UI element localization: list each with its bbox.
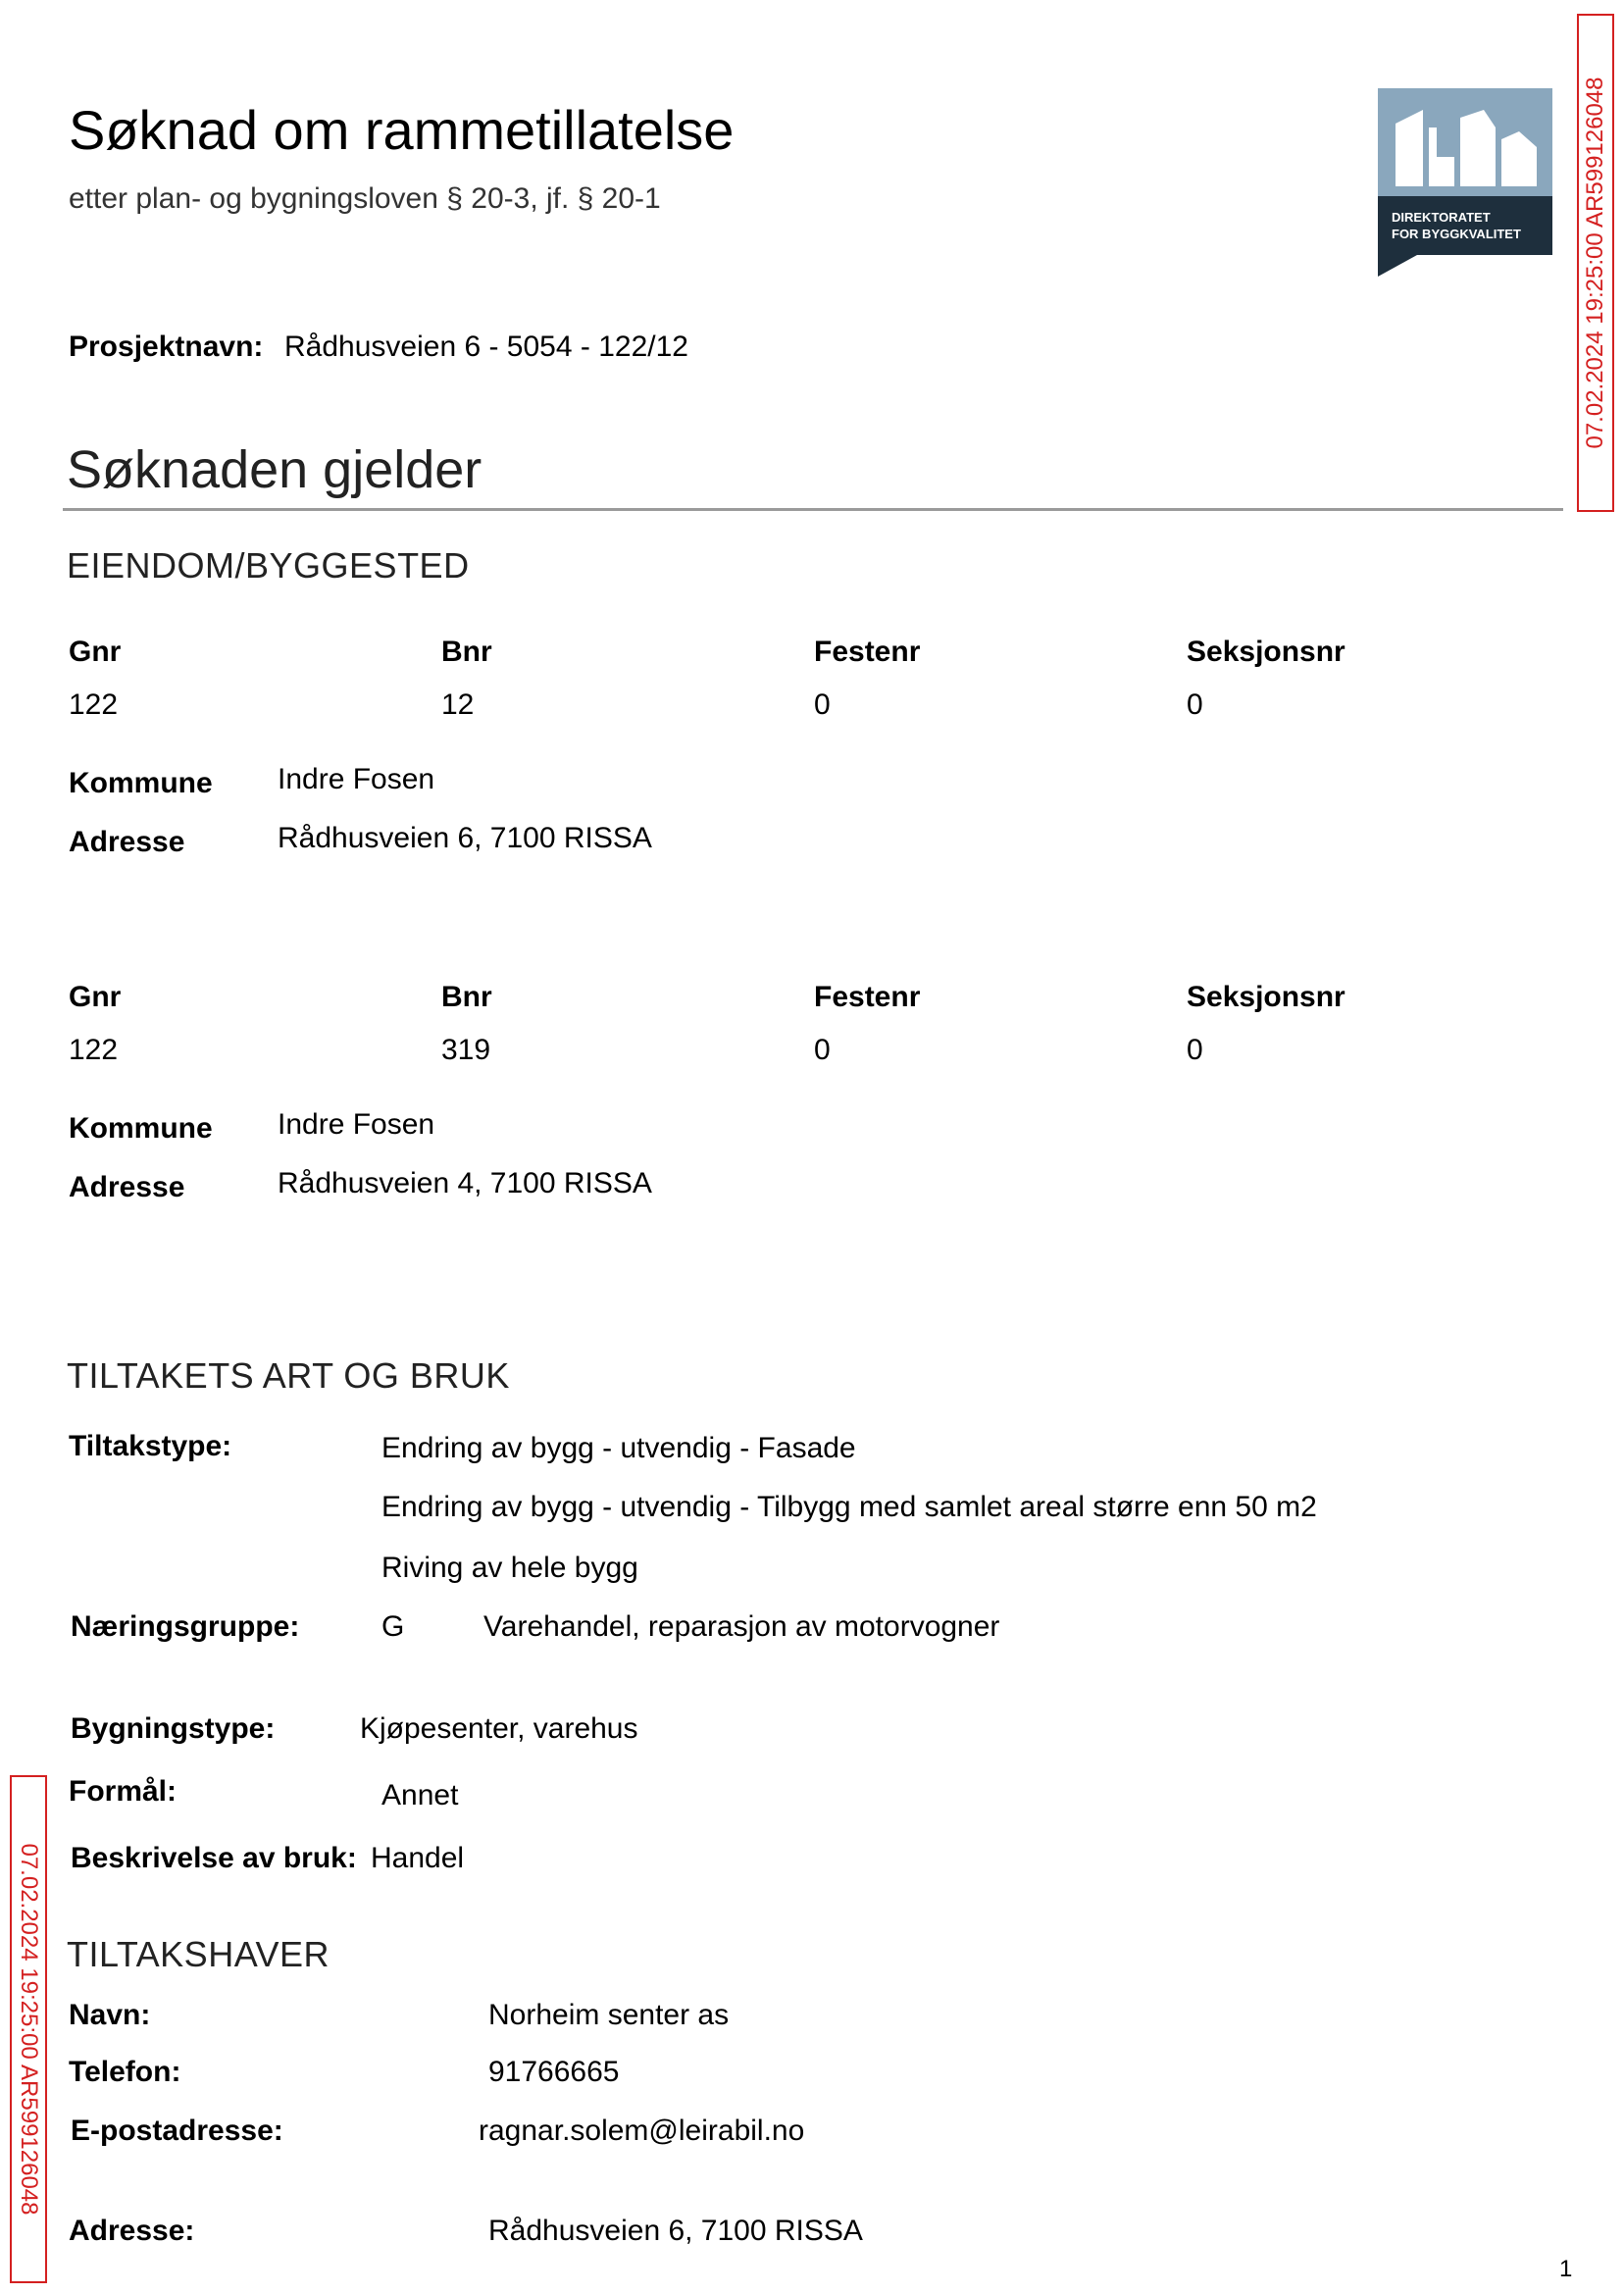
eiendom-heading: EIENDOM/BYGGESTED [67,545,470,586]
tiltakshaver-heading: TILTAKSHAVER [67,1934,330,1974]
document-title: Søknad om rammetillatelse [69,99,735,161]
tiltakstype-item: Riving av hele bygg [381,1552,638,1584]
seksjonsnr-value: 0 [1187,1034,1203,1066]
bnr-label: Bnr [441,981,492,1013]
navn-label: Navn: [69,1999,151,2031]
bnr-value: 12 [441,688,475,721]
telefon-value: 91766665 [488,2056,620,2088]
section-title: Søknaden gjelder [67,440,482,499]
gnr-label: Gnr [69,981,122,1013]
adresse-label: Adresse [69,826,185,858]
document-subtitle: etter plan- og bygningsloven § 20-3, jf. § 20-1 [69,182,661,215]
bruk-label: Beskrivelse av bruk: [71,1842,357,1874]
epost-value: ragnar.solem@leirabil.no [479,2115,805,2147]
festenr-label: Festenr [814,636,921,668]
navn-value: Norheim senter as [488,1999,730,2031]
section-divider [63,508,1563,511]
kommune-value: Indre Fosen [278,1108,435,1141]
dibk-logo [1378,88,1552,277]
tiltakshaver-adresse-value: Rådhusveien 6, 7100 RISSA [488,2215,863,2247]
bnr-value: 319 [441,1034,491,1066]
page-number: 1 [1559,2256,1573,2282]
bygningstype-label: Bygningstype: [71,1712,276,1745]
archive-stamp-left [10,1775,47,2283]
epost-label: E-postadresse: [71,2115,283,2147]
tiltakstype-label: Tiltakstype: [69,1430,232,1462]
adresse-value: Rådhusveien 6, 7100 RISSA [278,822,652,854]
gnr-value: 122 [69,1034,119,1066]
project-name-value: Rådhusveien 6 - 5054 - 122/12 [284,331,688,363]
festenr-label: Festenr [814,981,921,1013]
naeringsgruppe-label: Næringsgruppe: [71,1610,300,1643]
bruk-value: Handel [371,1842,465,1874]
tiltakstype-item: Endring av bygg - utvendig - Fasade [381,1432,856,1464]
seksjonsnr-value: 0 [1187,688,1203,721]
archive-stamp-top-text: 07.02.2024 19:25:00 AR599126048 [1582,76,1608,449]
gnr-value: 122 [69,688,119,721]
formal-label: Formål: [69,1775,178,1808]
bygningstype-value: Kjøpesenter, varehus [360,1712,638,1745]
festenr-value: 0 [814,688,831,721]
archive-stamp-left-text: 07.02.2024 19:25:00 AR599126048 [16,1843,42,2216]
kommune-label: Kommune [69,767,213,799]
telefon-label: Telefon: [69,2056,181,2088]
kommune-label: Kommune [69,1112,213,1145]
svg-text:FOR BYGGKVALITET: FOR BYGGKVALITET [1392,227,1521,241]
gnr-label: Gnr [69,636,122,668]
seksjonsnr-label: Seksjonsnr [1187,981,1345,1013]
festenr-value: 0 [814,1034,831,1066]
project-name-label: Prosjektnavn: [69,331,264,363]
formal-value: Annet [381,1779,459,1811]
tiltak-heading: TILTAKETS ART OG BRUK [67,1355,510,1396]
archive-stamp-top [1577,14,1614,512]
tiltakshaver-adresse-label: Adresse: [69,2215,195,2247]
svg-text:DIREKTORATET: DIREKTORATET [1392,210,1491,225]
dibk-logo-icon [1378,88,1552,277]
naeringsgruppe-code: G [381,1610,405,1643]
kommune-value: Indre Fosen [278,763,435,795]
tiltakstype-item: Endring av bygg - utvendig - Tilbygg med samlet areal større enn 50 m2 [381,1491,1317,1523]
seksjonsnr-label: Seksjonsnr [1187,636,1345,668]
adresse-label: Adresse [69,1171,185,1203]
adresse-value: Rådhusveien 4, 7100 RISSA [278,1167,652,1199]
naeringsgruppe-value: Varehandel, reparasjon av motorvogner [483,1610,1000,1643]
bnr-label: Bnr [441,636,492,668]
